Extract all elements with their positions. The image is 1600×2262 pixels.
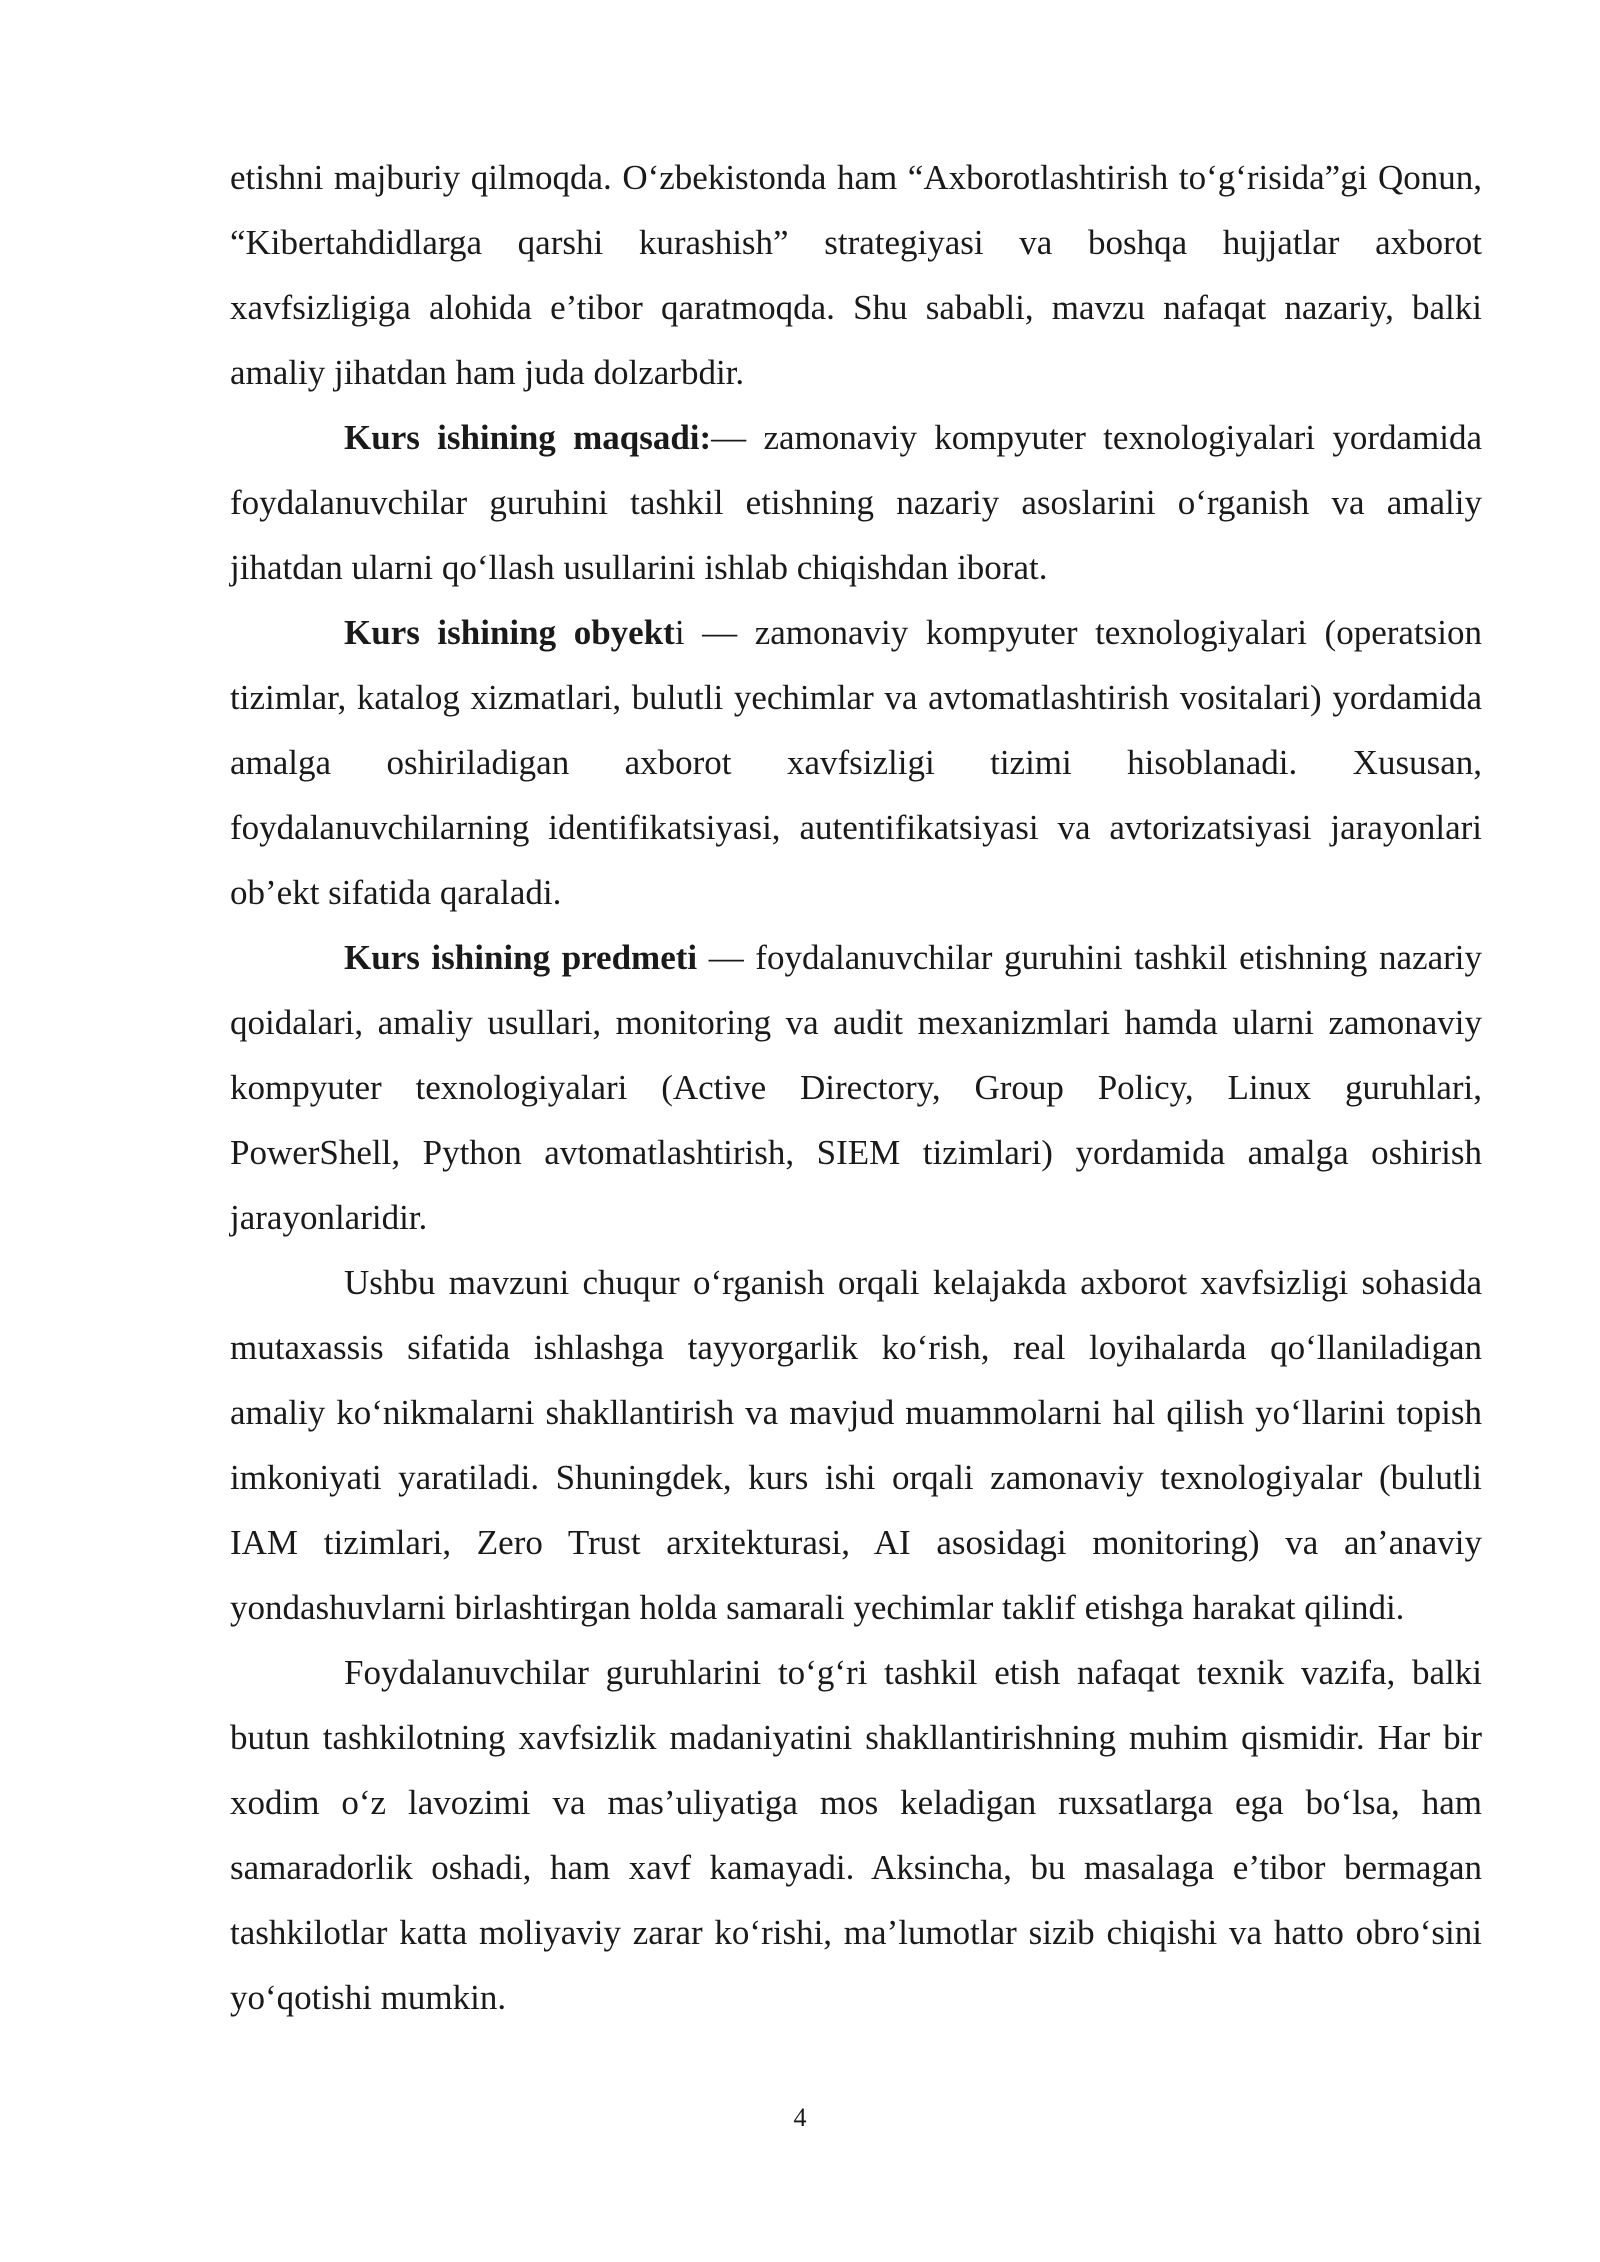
- page-number: 4: [793, 2103, 807, 2132]
- paragraph-study-benefits: [230, 1250, 1482, 1640]
- paragraph-bold-lead: Kurs ishining obyekt: [344, 613, 675, 652]
- paragraph-text: — foydalanuvchilar guruhini tashkil etishning nazariy qoidalari, amaliy usullari, monitoring va audit mexanizmlari hamda ularni zamonaviy kompyuter texnologiyalari (Active Directory, Group Policy, Linux guruhlari, PowerShell, Python avtomatlashtirish, SIEM tizimlari) yordamida amalga oshirish jarayonlaridir.: [230, 938, 1482, 1237]
- paragraph-text: etishni majburiy qilmoqda. O‘zbekistonda ham “Axborotlashtirish to‘g‘risida”gi Qonun, “Kibertahdidlarga qarshi kurashish” strategiyasi va boshqa hujjatlar axborot xavfsizligiga alohida e’tibor qaratmoqda. Shu sababli, mavzu nafaqat nazariy, balki amaliy jihatdan ham juda dolzarbdir.: [230, 158, 1482, 392]
- paragraph-course-goal: [230, 405, 1482, 600]
- paragraph-text: i — zamonaviy kompyuter texnologiyalari (operatsion tizimlar, katalog xizmatlari, bulutli yechimlar va avtomatlashtirish vositalari) yordamida amalga oshiriladigan axborot xavfsizligi tizimi hisoblanadi. Xususan, foydalanuvchilarning identifikatsiyasi, autentifikatsiyasi va avtorizatsiyasi jarayonlari ob’ekt sifatida qaraladi.: [230, 613, 1482, 912]
- document-body: [230, 145, 1482, 2030]
- paragraph-course-subject: [230, 925, 1482, 1250]
- paragraph-text: Ushbu mavzuni chuqur o‘rganish orqali kelajakda axborot xavfsizligi sohasida mutaxassis sifatida ishlashga tayyorgarlik ko‘rish, real loyihalarda qo‘llaniladigan amaliy ko‘nikmalarni shakllantirish va mavjud muammolarni hal qilish yo‘llarini topish imkoniyati yaratiladi. Shuningdek, kurs ishi orqali zamonaviy texnologiyalar (bulutli IAM tizimlari, Zero Trust arxitekturasi, AI asosidagi monitoring) va an’anaviy yondashuvlarni birlashtirgan holda samarali yechimlar taklif etishga harakat qilindi.: [230, 1263, 1482, 1627]
- paragraph-text: — zamonaviy kompyuter texnologiyalari yordamida foydalanuvchilar guruhini tashkil etishning nazariy asoslarini o‘rganish va amaliy jihatdan ularni qo‘llash usullarini ishlab chiqishdan iborat.: [230, 418, 1482, 587]
- paragraph-intro-continuation: [230, 145, 1482, 405]
- paragraph-bold-lead: Kurs ishining predmeti: [344, 938, 698, 977]
- paragraph-text: Foydalanuvchilar guruhlarini to‘g‘ri tashkil etish nafaqat texnik vazifa, balki butun tashkilotning xavfsizlik madaniyatini shakllantirishning muhim qismidir. Har bir xodim o‘z lavozimi va mas’uliyatiga mos keladigan ruxsatlarga ega bo‘lsa, ham samaradorlik oshadi, ham xavf kamayadi. Aksincha, bu masalaga e’tibor bermagan tashkilotlar katta moliyaviy zarar ko‘rishi, ma’lumotlar sizib chiqishi va hatto obro‘sini yo‘qotishi mumkin.: [230, 1653, 1482, 2017]
- paragraph-bold-lead: Kurs ishining maqsadi:: [344, 418, 712, 457]
- paragraph-group-organization: [230, 1640, 1482, 2030]
- paragraph-course-object: [230, 600, 1482, 925]
